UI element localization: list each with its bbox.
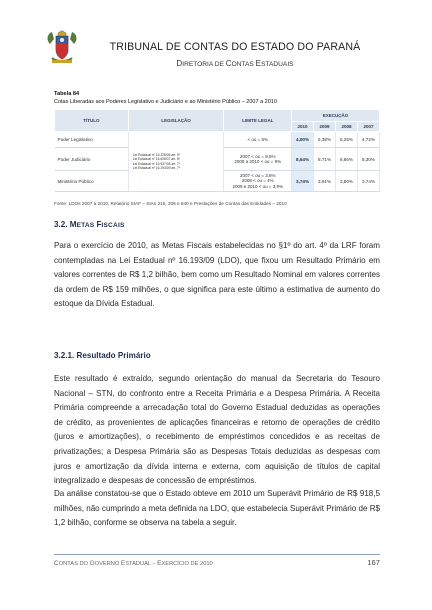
col-header-execucao: EXECUÇÃO	[292, 110, 380, 122]
value-cell: 8,86%	[336, 148, 358, 171]
col-header-year: 2008	[336, 122, 358, 132]
parana-coat-of-arms-icon	[46, 30, 78, 64]
legislacao-line: Lei Estadual nº 15.608/07 art. 8º	[132, 157, 181, 162]
footer-divider	[54, 554, 380, 555]
value-cell-2010: 3,74%	[292, 171, 314, 192]
limit-cell: < ou = 5%	[224, 132, 292, 148]
col-header-year: 2007	[357, 122, 379, 132]
footer-text: CONTAS DO GOVERNO ESTADUAL – EXERCÍCIO DE 2010	[54, 560, 213, 567]
institution-subtitle: DIRETORIA DE CONTAS ESTADUAIS	[176, 59, 294, 68]
page-number: 167	[367, 558, 380, 567]
table-row	[55, 132, 380, 148]
value-cell: 8,30%	[357, 148, 379, 171]
value-cell: 8,71%	[314, 148, 336, 171]
col-header-year: 2010	[292, 122, 314, 132]
value-cell: 3,74%	[357, 171, 379, 192]
row-title: Poder Legislativo	[55, 132, 129, 148]
section-heading: 3.2. METAS FISCAIS	[54, 220, 125, 229]
limit-cell: 2007 < ou = 8,5% 2008 a 2010 < ou = 9%	[224, 148, 292, 171]
row-title: Poder Judiciário	[55, 148, 129, 171]
subsection-paragraph: Da análise constatou-se que o Estado obteve em 2010 um Superávit Primário de R$ 918,5 milhões, não cumprindo a meta definida na LDO, que estabelecia Superávit Primário de R$ 1,2 bilhão, conforme se observa na tabela a seguir.	[54, 489, 380, 528]
col-header-year: 2009	[314, 122, 336, 132]
value-cell-2010: 8,64%	[292, 148, 314, 171]
quota-table	[54, 109, 380, 192]
table-source: Fonte: LDOs 2007 a 2010, Relatório SIAF – SIAs 215, 306 e 840 e Prestações de Contas das Entidades – 2010	[54, 201, 287, 206]
col-header-limite: LIMITE LEGAL	[224, 110, 292, 132]
section-paragraph: Para o exercício de 2010, as Metas Fiscais estabelecidas no §1º do art. 4º da LRF foram contempladas na Lei Estadual nº 16.193/09 (LDO), que fixou um Resultado Primário em valores correntes de R$ 1,2 bilhão, bem como um Resultado Nominal em valores correntes da ordem de R$ 159 milhões, o que significa para este último a estimativa de aumento do estoque da Dívida Estadual.	[54, 241, 380, 309]
legislacao-line: Lei Estadual nº 16.193/09 art. 7º	[132, 165, 181, 170]
value-cell-2010: 4,00%	[292, 132, 314, 148]
limit-cell: 2007 < ou = 3,8% 2008 < ou = 4% 2009 e 2010 < ou = 3,9%	[224, 171, 292, 192]
col-header-legislacao: LEGISLAÇÃO	[128, 110, 224, 132]
row-title: Ministério Público	[55, 171, 129, 192]
value-cell: 5,38%	[314, 132, 336, 148]
col-header-titulo: TÍTULO	[55, 110, 129, 132]
subsection-heading: 3.2.1. Resultado Primário	[54, 351, 151, 360]
institution-title: TRIBUNAL DE CONTAS DO ESTADO DO PARANÁ	[109, 41, 361, 53]
value-cell: 4,72%	[357, 132, 379, 148]
legislacao-line: Lei Estadual nº 15.228/06 art. 9º	[132, 153, 181, 158]
legislacao-line: Lei Estadual nº 15.937/08 art. 7º	[132, 161, 181, 166]
value-cell: 3,91%	[314, 171, 336, 192]
value-cell: 5,25%	[336, 132, 358, 148]
table-title: Cotas Liberadas aos Poderes Legislativo e Judiciário e ao Ministério Público – 2007 a 2010	[54, 99, 277, 105]
value-cell: 3,80%	[336, 171, 358, 192]
legislacao-cell	[128, 132, 224, 192]
table-caption: Tabela 84	[54, 91, 80, 97]
subsection-paragraph: Este resultado é extraído, segundo orientação do manual da Secretaria do Tesouro Nacional – STN, do confronto entre a Receita Primária e a Despesa Primária. A Receita Primária compreende a arrecadação total do Governo Estadual deduzidas as operações de crédito, as provenientes de aplicações financeiras e retorno de operações de crédito (juros e amortizações), o recebimento de empréstimos concedidos e as receitas de privatizações; a Despesa Primária são as Despesas Totais deduzidas as despesas com juros e amortização da dívida interna e externa, com aquisição de títulos de capital integralizado e despesas de concessão de empréstimos.	[54, 374, 380, 486]
